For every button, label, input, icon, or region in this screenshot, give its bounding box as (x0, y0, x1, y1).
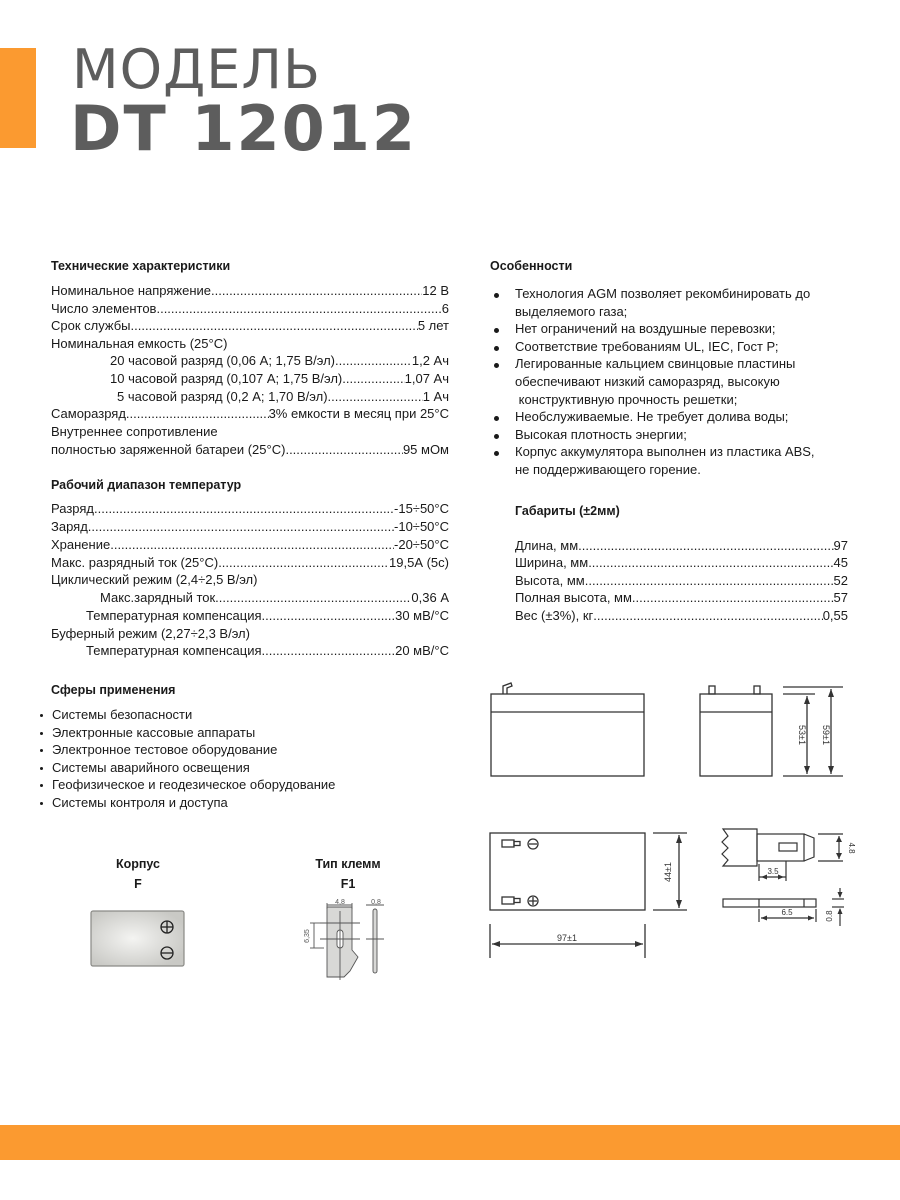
spec-row (86, 607, 449, 625)
feature-text: не поддерживающего горение. (515, 461, 701, 477)
terminal-detail-drawing (718, 826, 858, 931)
spec-row (51, 441, 449, 459)
tech-specs-heading: Технические характеристики (51, 259, 231, 273)
spec-label: Саморазряд (51, 406, 126, 421)
spec-row (51, 518, 449, 536)
battery-top-view-drawing (485, 828, 695, 958)
temp-range-heading: Рабочий диапазон температур (51, 478, 242, 492)
feature-text: Нет ограничений на воздушные перевозки; (515, 321, 776, 337)
spec-row (51, 500, 449, 518)
terminal-thickness-label: 0,8 (371, 899, 381, 906)
terminal-width-label: 4,8 (335, 899, 345, 906)
spec-value: 95 мОм (402, 442, 449, 457)
spec-label: Температурная компенсация (86, 608, 262, 623)
spec-value: 5 лет (417, 318, 449, 333)
spec-value: 20 мВ/°C (395, 643, 449, 658)
spec-value: -10÷50°C (394, 519, 449, 534)
case-caption (88, 854, 188, 894)
spec-value: 30 мВ/°C (395, 608, 449, 623)
dim-row (515, 589, 848, 607)
spec-label: Макс.зарядный ток (100, 590, 216, 605)
feature-text: Технология AGM позволяет рекомбинировать до (515, 286, 811, 301)
list-item: Системы контроля и доступа (40, 794, 335, 812)
spec-label: Температурная компенсация (86, 643, 262, 658)
spec-row (51, 554, 449, 572)
spec-row (86, 589, 449, 607)
spec-row (51, 282, 449, 300)
spec-value: 19,5А (5с) (389, 555, 449, 570)
feature-text: обеспечивают низкий саморазряд, высокую (515, 373, 780, 389)
list-item: Электронное тестовое оборудование (40, 741, 335, 759)
feature-text: Корпус аккумулятора выполнен из пластика ABS, (515, 444, 815, 460)
spec-label: Срок службы (51, 318, 131, 333)
spec-value: 0,36 А (411, 590, 449, 605)
dim-row (515, 537, 848, 555)
spec-label: 20 часовой разряд (0,06 А; 1,75 В/эл) (110, 353, 336, 368)
spec-label: 5 часовой разряд (0,2 А; 1,70 В/эл) (117, 389, 328, 404)
terminal-35-label: 3.5 (767, 867, 779, 876)
dim-value: 45 (833, 555, 848, 570)
list-item: Системы безопасности (40, 706, 335, 724)
spec-value: -20÷50°C (394, 537, 449, 552)
spec-value: 1,2 Ач (411, 353, 449, 368)
applications-list (40, 706, 335, 812)
spec-value: 6 (441, 301, 449, 316)
spec-row (51, 317, 449, 335)
cyclic-heading: Циклический режим (2,4÷2,5 В/эл) (51, 572, 258, 587)
terminal-65-label: 6.5 (781, 908, 793, 917)
dim-value: 52 (833, 573, 848, 588)
dim-row (515, 572, 848, 590)
spec-row (110, 352, 449, 370)
dim-row (515, 554, 848, 572)
feature-text: Необслуживаемые. Не требует долива воды; (515, 409, 789, 425)
dim-value: 57 (833, 590, 848, 605)
height-53-label: 53±1 (797, 725, 807, 745)
accent-bar (0, 48, 36, 148)
dim-label: Высота, мм (515, 573, 585, 588)
list-item: Геофизическое и геодезическое оборудование (40, 776, 335, 794)
spec-label: Разряд (51, 501, 94, 516)
list-item (489, 355, 815, 408)
dim-label: Полная высота, мм (515, 590, 632, 605)
page-title-code: DT 12012 (70, 92, 418, 165)
spec-label: Заряд (51, 519, 88, 534)
case-title: Корпус (115, 857, 161, 871)
resistance-heading: Внутреннее сопротивление (51, 424, 218, 439)
dimensions-heading: Габариты (±2мм) (515, 504, 620, 518)
spec-value: 12 В (422, 283, 449, 298)
feature-text: Соответствие требованиям UL, IEC, Гост Р; (515, 338, 779, 354)
list-item (489, 443, 815, 478)
feature-text: Высокая плотность энергии; (515, 426, 687, 442)
battery-front-view-drawing (485, 680, 845, 780)
terminal-caption (298, 854, 398, 894)
feature-text: выделяемого газа; (515, 303, 628, 319)
list-item (489, 338, 815, 356)
spec-value: 3% емкости в месяц при 25°C (268, 406, 449, 421)
list-item: Системы аварийного освещения (40, 759, 335, 777)
spec-row (86, 642, 449, 660)
list-item (489, 285, 815, 320)
list-item (489, 320, 815, 338)
feature-text: конструктивную прочность решетки; (515, 391, 738, 407)
dim-value: 0,55 (822, 608, 848, 623)
spec-row (51, 300, 449, 318)
features-list (489, 285, 815, 479)
terminal-f1-image (300, 895, 395, 980)
buffer-heading: Буферный режим (2,27÷2,3 В/эл) (51, 626, 250, 641)
spec-label: полностью заряженной батареи (25°C) (51, 442, 286, 457)
spec-label: Число элементов (51, 301, 157, 316)
height-59-label: 59±1 (821, 725, 831, 745)
capacity-heading: Номинальная емкость (25°C) (51, 336, 228, 351)
feature-text: Легированные кальцием свинцовые пластины (515, 356, 796, 372)
spec-row (110, 370, 449, 388)
terminal-height-label: 6,35 (304, 929, 311, 943)
dim-row (515, 607, 848, 625)
spec-row (117, 388, 449, 406)
spec-row (51, 405, 449, 423)
case-f-image (90, 910, 186, 968)
spec-label: 10 часовой разряд (0,107 А; 1,75 В/эл) (110, 371, 343, 386)
list-item (489, 408, 815, 426)
width-44-label: 44±1 (663, 862, 673, 882)
list-item: Электронные кассовые аппараты (40, 724, 335, 742)
spec-value: 1,07 Ач (404, 371, 449, 386)
applications-heading: Сферы применения (51, 683, 176, 697)
dim-value: 97 (833, 538, 848, 553)
length-97-label: 97±1 (557, 933, 577, 943)
dim-label: Ширина, мм (515, 555, 589, 570)
dim-label: Длина, мм (515, 538, 579, 553)
features-heading: Особенности (490, 259, 573, 273)
spec-value: 1 Ач (422, 389, 449, 404)
spec-label: Хранение (51, 537, 111, 552)
bottom-accent-bar (0, 1125, 900, 1160)
terminal-title: Тип клемм (315, 857, 381, 871)
page-title-model: МОДЕЛЬ (72, 38, 322, 101)
case-type: F (134, 877, 142, 891)
list-item (489, 426, 815, 444)
terminal-08-label: 0.8 (825, 910, 834, 922)
terminal-48-label: 4.8 (847, 842, 856, 854)
spec-label: Макс. разрядный ток (25°C) (51, 555, 219, 570)
spec-value: -15÷50°C (394, 501, 449, 516)
terminal-type: F1 (340, 877, 356, 891)
spec-row (51, 536, 449, 554)
dim-label: Вес (±3%), кг (515, 608, 594, 623)
spec-label: Номинальное напряжение (51, 283, 212, 298)
